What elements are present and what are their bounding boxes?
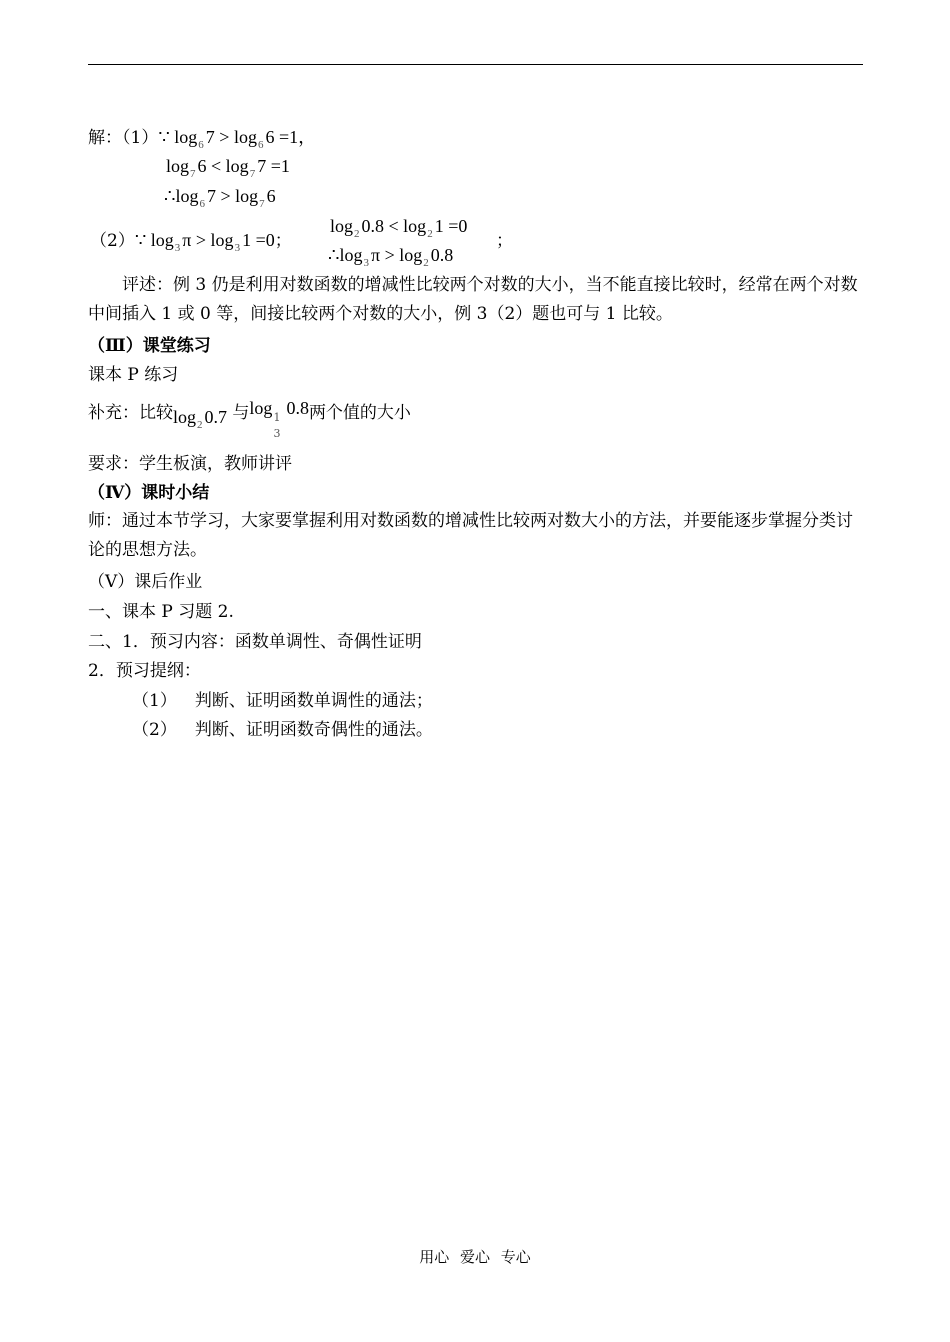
section-4-text: 师：通过本节学习，大家要掌握利用对数函数的增减性比较两对数大小的方法，并要能逐步掌握分类讨论的思想方法。 bbox=[88, 511, 853, 560]
section-4-title: （Ⅳ）课时小结 bbox=[88, 483, 210, 503]
outline-item-2: （2） 判断、证明函数奇偶性的通法。 bbox=[132, 720, 433, 740]
header-rule bbox=[88, 64, 863, 65]
math-expression: $\log_7 6 < \log_7 7 =1$ bbox=[166, 156, 290, 180]
supplement-line: 补充：比较$\log_2 0.7$ 与log 1 3 0.8两个值的大小 bbox=[88, 398, 411, 440]
solution-part-2-end: ； bbox=[496, 231, 513, 251]
requirement-line: 要求：学生板演，教师讲评 bbox=[88, 454, 292, 474]
homework-item-1: 一、课本 P 习题 2. bbox=[88, 602, 234, 622]
math-expression: log bbox=[249, 398, 273, 418]
solution-part-2-row-2: $\therefore\log_3$ $\pi > \log_2 0.8$ bbox=[328, 245, 454, 269]
math-expression: ∵ $\log_6 7 > \log_6 6 =1$， bbox=[158, 127, 317, 151]
solution-intro: 解：（1） bbox=[88, 128, 159, 148]
homework-item-2: 二、1．预习内容：函数单调性、奇偶性证明 bbox=[88, 632, 422, 652]
outline-item-1: （1） 判断、证明函数单调性的通法； bbox=[132, 691, 433, 711]
solution-line-1 bbox=[88, 126, 316, 156]
section-5-title: （V）课后作业 bbox=[88, 572, 203, 592]
math-expression: ∵ $\log_3 \pi > \log_3 1 =0$ bbox=[134, 230, 275, 254]
solution-part-2-row-1: $\log_2 0.8 < \log_2 1 =0$ bbox=[330, 216, 468, 240]
section-3-line: 课本 P 练习 bbox=[88, 365, 179, 385]
section-3-title: （Ⅲ）课堂练习 bbox=[88, 336, 211, 356]
solution-part-2: （2）∵ $\log_3 \pi > \log_3 1 =0$； bbox=[90, 230, 292, 254]
page-footer: 用心 爱心 专心 bbox=[419, 1248, 531, 1266]
solution-line-2 bbox=[166, 155, 290, 185]
commentary-paragraph: 评述：例 3 仍是利用对数函数的增减性比较两个对数的大小，当不能直接比较时，经常在两个对数中间插入 1 或 0 等，间接比较两个对数的大小，例 3（2）题也可与 1 比较。 bbox=[88, 275, 858, 324]
math-expression: $\log_2 0.7$ bbox=[173, 407, 228, 431]
math-expression: $\therefore\log_6$ $7 > \log_7 6$ bbox=[164, 186, 276, 210]
solution-line-3 bbox=[164, 185, 276, 215]
homework-item-3: 2．预习提纲： bbox=[88, 661, 201, 681]
